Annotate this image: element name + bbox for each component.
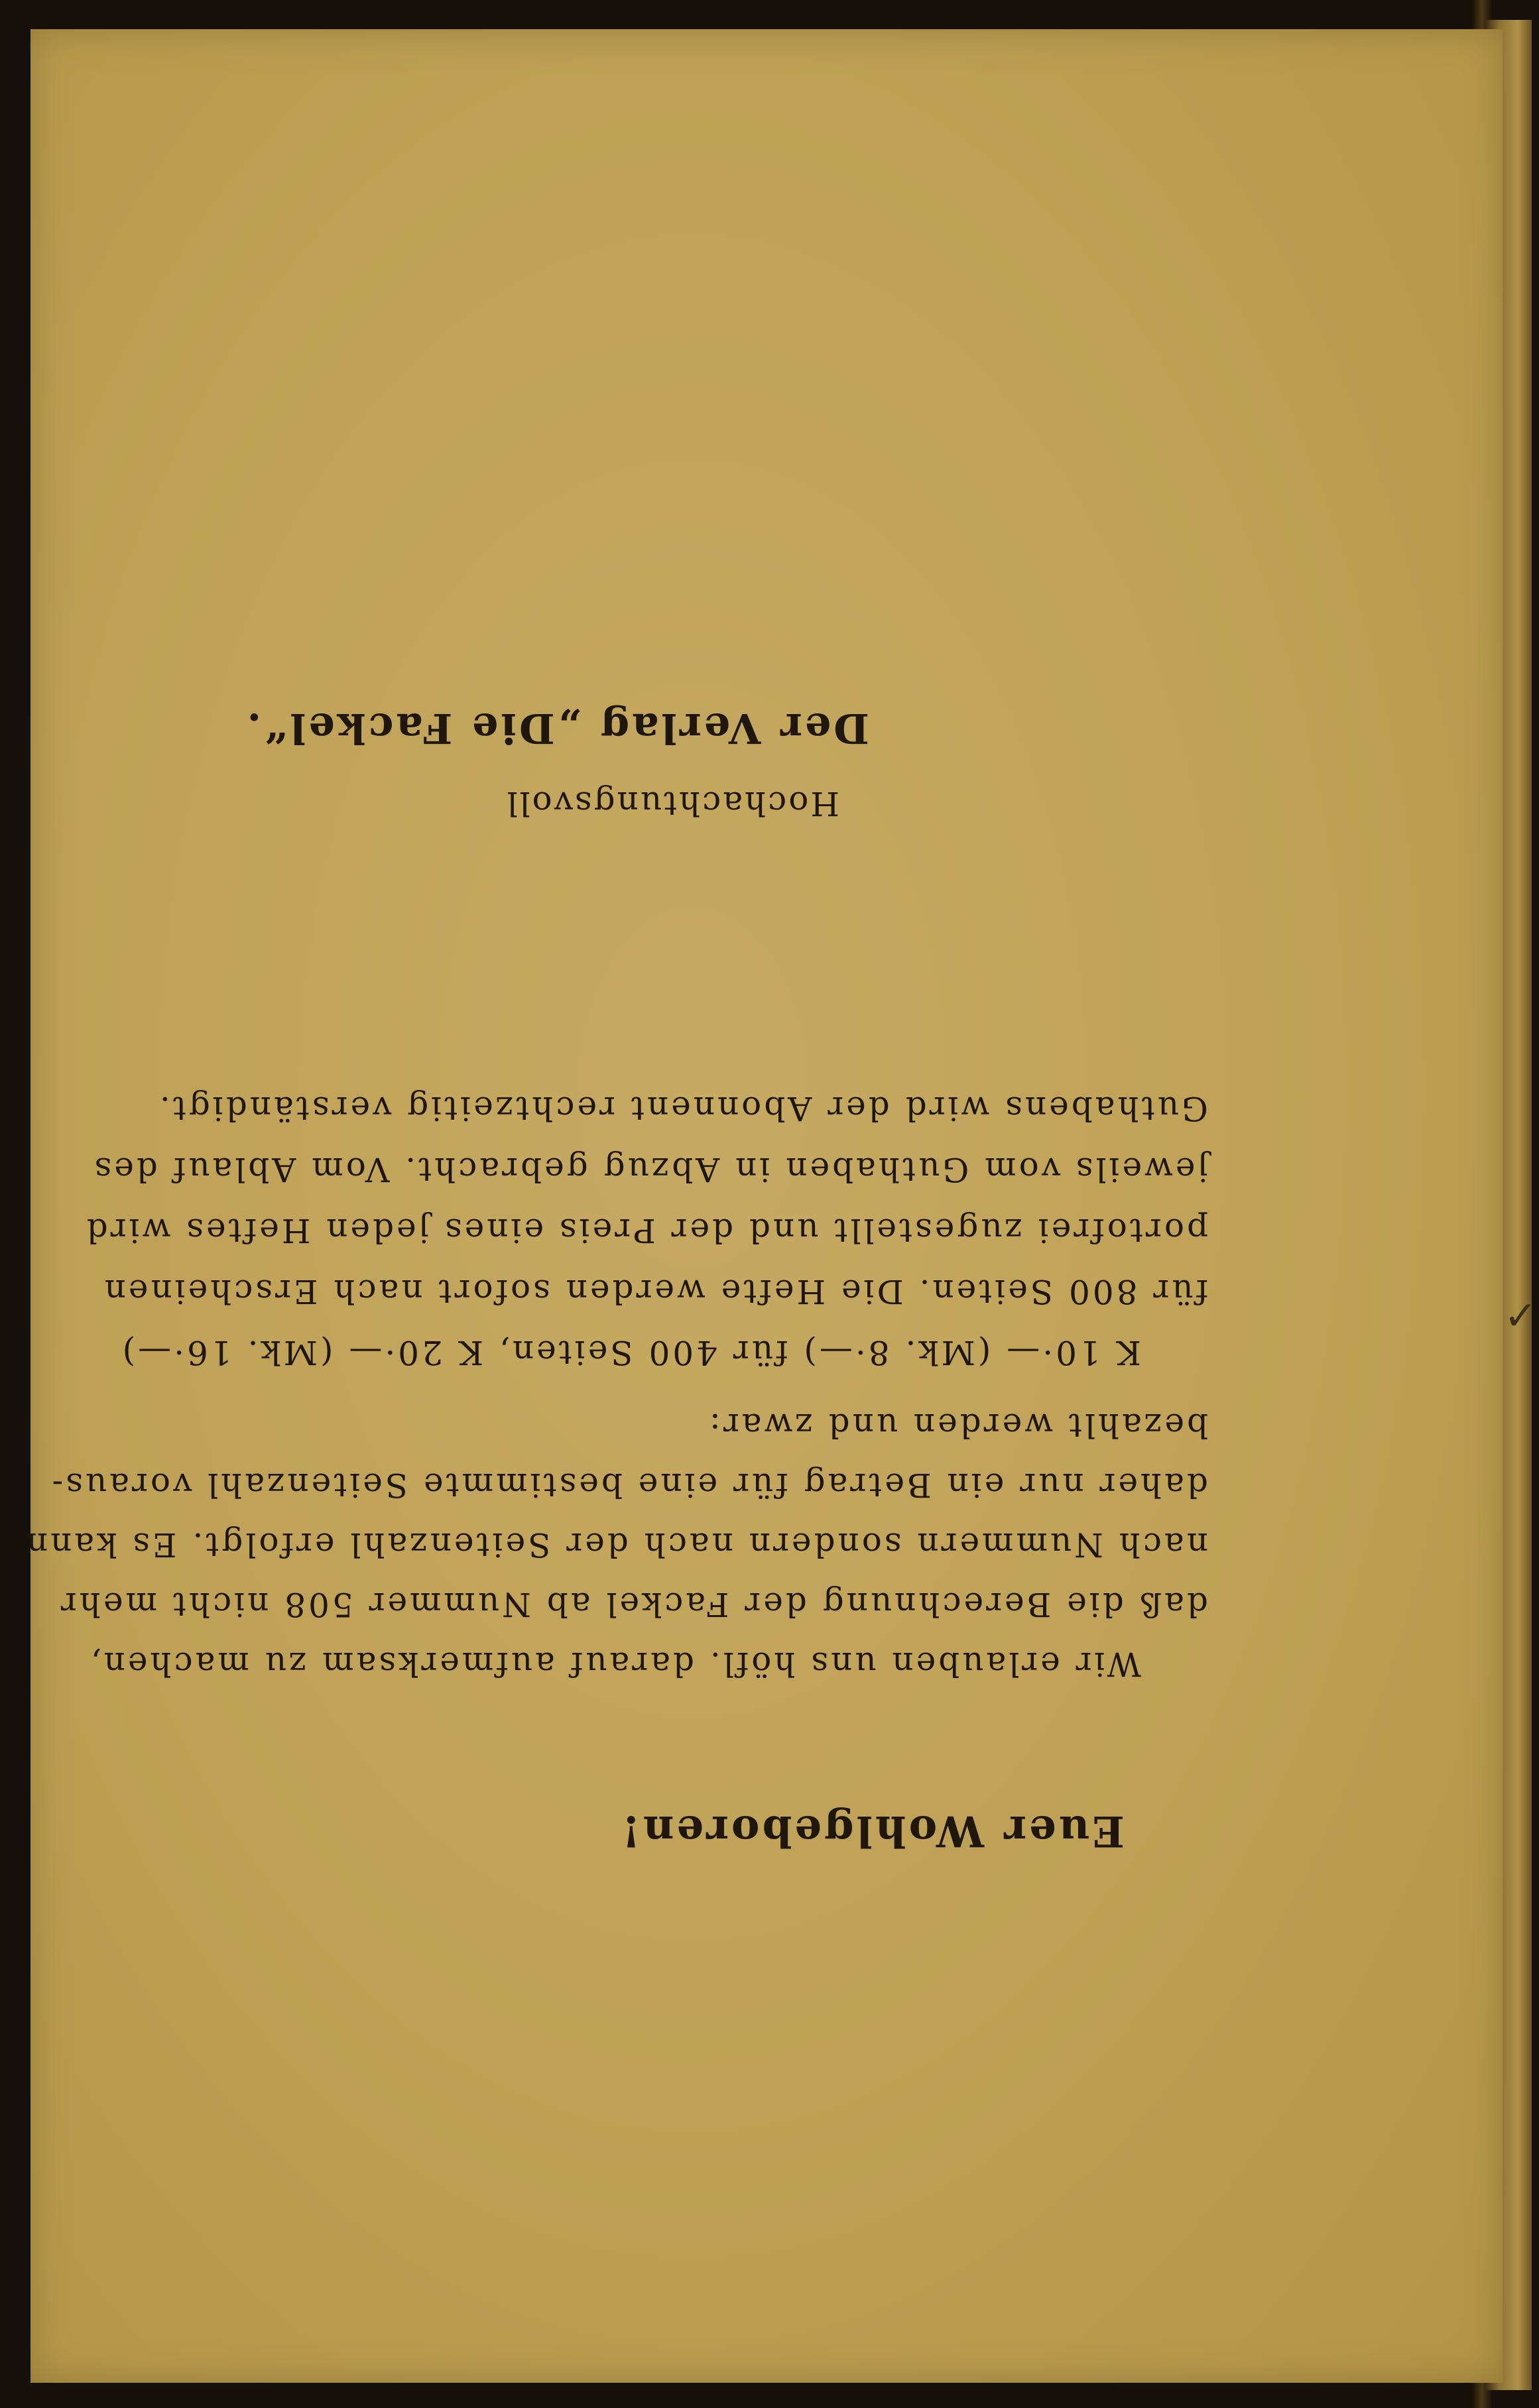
signature-publisher: Der Verlag „Die Fackel“. — [244, 704, 869, 752]
paragraph-line: nach Nummern sondern nach der Seitenzahl erfolgt. Es kann — [23, 1526, 1208, 1564]
price-line: portofrei zugestellt und der Preis eines jeden Heftes wird — [84, 1211, 1208, 1250]
price-line: Guthabens wird der Abonnent rechtzeitig verständigt. — [156, 1089, 1208, 1128]
salutation: Euer Wohlgeboren! — [619, 1806, 1125, 1856]
paragraph-line: Wir erlauben uns höfl. darauf aufmerksam zu machen, — [88, 1645, 1141, 1683]
paragraph-line: bezahlt werden und zwar: — [707, 1406, 1208, 1445]
price-line: für 800 Seiten. Die Hefte werden sofort nach Erscheinen — [101, 1272, 1208, 1311]
price-line: jeweils vom Guthaben in Abzug gebracht. Vom Ablauf des — [92, 1150, 1208, 1189]
paragraph-line: daß die Berechnung der Fackel ab Nummer 508 nicht mehr — [58, 1585, 1208, 1624]
closing-phrase: Hochachtungsvoll — [505, 784, 839, 823]
pencil-margin-mark: ✓ — [1504, 1293, 1538, 1339]
paragraph-line: daher nur ein Betrag für eine bestimmte Seitenzahl voraus- — [49, 1466, 1208, 1504]
price-line: K 10·— (Mk. 8·—) für 400 Seiten, K 20·— (Mk. 16·—) — [119, 1333, 1141, 1372]
upside-down-letter — [23, 29, 1503, 2383]
